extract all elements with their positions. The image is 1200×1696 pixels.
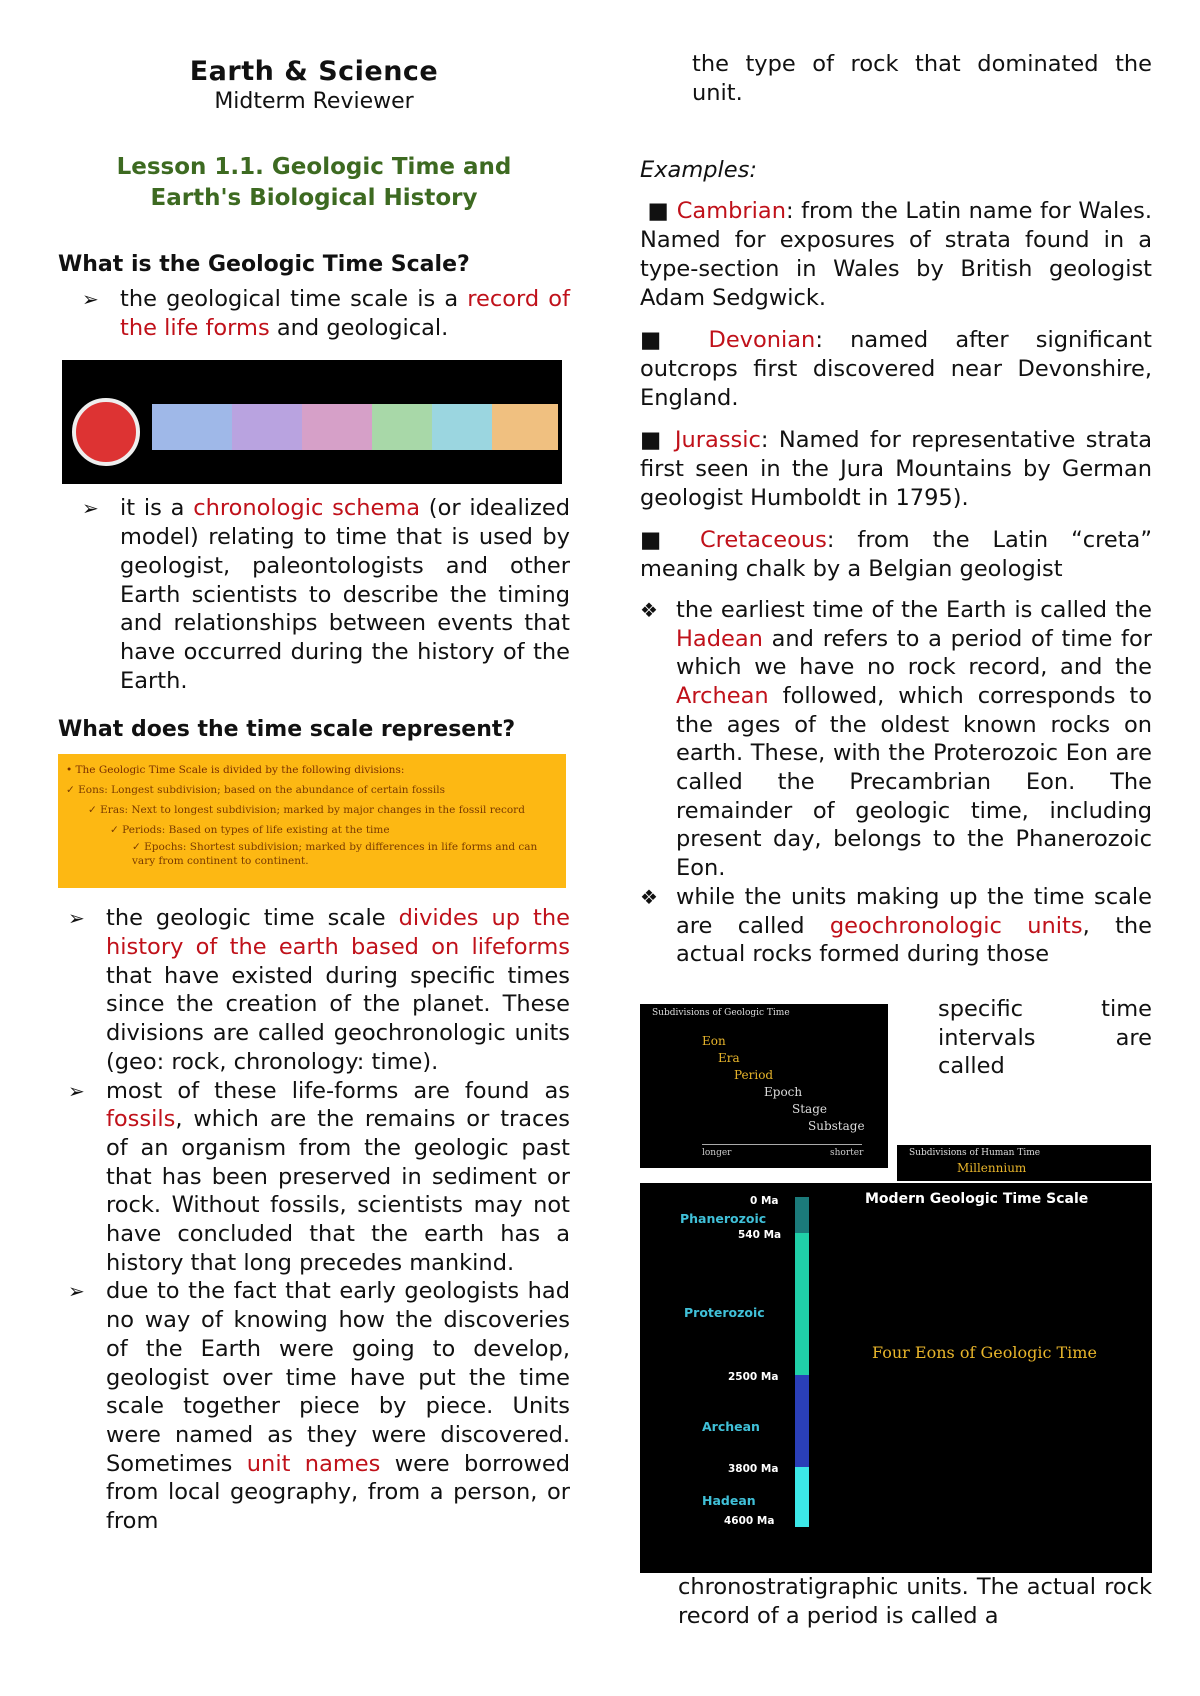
level-label: Eon — [702, 1034, 726, 1048]
bar-hadean — [795, 1467, 809, 1527]
timeline-band — [432, 404, 492, 450]
left-column — [58, 50, 570, 1536]
subdivisions-heading: Subdivisions of Geologic Time — [652, 1008, 790, 1018]
diamond-bullet-1: ❖ the earliest time of the Earth is called the Hadean and refers to a period of time for which we have no rock record, and the Archean followed, which corresponds to the ages of the oldest known rocks on earth. These, with the Proterozoic Eon are called the Precambrian Eon. The remainder of geologic time, including present day, belongs to the Phanerozoic Eon. — [640, 596, 1152, 882]
lesson-line-1: Lesson 1.1. Geologic Time and — [116, 154, 512, 180]
arrow-bullet-icon: ➢ — [68, 1078, 85, 1103]
subdivisions-image — [640, 1004, 888, 1168]
bullet-1: ➢ the geological time scale is a record of the life forms and geological. — [82, 286, 570, 341]
example-cretaceous: ■ Cretaceous: from the Latin “creta” meaning chalk by a Belgian geologist — [640, 527, 1152, 583]
axis-label-shorter: shorter — [830, 1148, 864, 1158]
timeline-band — [232, 404, 302, 450]
diamond-bullet-icon: ❖ — [640, 597, 658, 622]
timeline-image — [62, 360, 562, 484]
doc-title: Earth & Science — [189, 56, 439, 87]
lesson-line-2: Earth's Biological History — [150, 185, 478, 211]
bar-archean — [795, 1375, 809, 1467]
square-bullet-icon: ■ — [640, 427, 675, 454]
human-time-level: Millennium — [957, 1161, 1027, 1175]
axis-line — [702, 1144, 862, 1145]
eon-label: Hadean — [702, 1493, 756, 1508]
human-time-image — [897, 1145, 1151, 1181]
divisions-line: ✓ Eons: Longest subdivision; based on the abundance of certain fossils — [66, 784, 445, 797]
square-bullet-icon: ■ — [640, 198, 677, 225]
level-label: Stage — [792, 1102, 827, 1116]
side-text: specific time intervals are called — [938, 996, 1152, 1080]
axis-label-longer: longer — [702, 1148, 732, 1158]
modern-title: Modern Geologic Time Scale — [865, 1191, 1089, 1207]
example-cambrian: ■ Cambrian: from the Latin name for Wales. Named for exposures of strata found in a type-section in Wales by British geologist Adam Sedgwick. — [640, 198, 1152, 311]
divisions-line: ✓ Epochs: Shortest subdivision; marked by differences in life forms and can vary from continent to continent. — [132, 841, 538, 868]
doc-subtitle: Midterm Reviewer — [214, 89, 414, 114]
bullet-3: ➢ the geologic time scale divides up the history of the earth based on lifeforms that have existed during specific times since the creation of the planet. These divisions are called geochronologic units (geo: rock, chronology: time). — [68, 905, 570, 1075]
magnifier-image — [72, 398, 140, 466]
eon-label: Phanerozoic — [680, 1211, 767, 1226]
arrow-bullet-icon: ➢ — [68, 1279, 85, 1304]
arrow-bullet-icon: ➢ — [82, 287, 99, 311]
modern-time-scale-image — [640, 1183, 1152, 1573]
age-label: 2500 Ma — [728, 1371, 779, 1383]
divisions-line: ✓ Eras: Next to longest subdivision; marked by major changes in the fossil record — [88, 804, 525, 817]
age-label: 540 Ma — [738, 1229, 782, 1241]
after-image-text: chronostratigraphic units. The actual rock record of a period is called a — [678, 1574, 1152, 1629]
bullet-2: ➢ it is a chronologic schema (or idealized model) relating to time that is used by geologist, paleontologists and other Earth scientists to describe the timing and relationships between events that have occurred during the history of the Earth. — [82, 495, 570, 694]
level-label: Epoch — [764, 1085, 803, 1099]
question-heading-2: What does the time scale represent? — [58, 717, 516, 743]
square-bullet-icon: ■ — [640, 527, 700, 554]
level-label: Period — [734, 1068, 774, 1082]
arrow-bullet-icon: ➢ — [82, 496, 99, 521]
eon-label: Archean — [702, 1419, 760, 1434]
age-label: 3800 Ma — [728, 1463, 779, 1475]
human-time-heading: Subdivisions of Human Time — [909, 1148, 1041, 1158]
age-label: 4600 Ma — [724, 1515, 775, 1527]
modern-subtitle: Four Eons of Geologic Time — [872, 1343, 1097, 1362]
arrow-bullet-icon: ➢ — [68, 906, 85, 931]
example-devonian: ■ Devonian: named after significant outcrops first discovered near Devonshire, England. — [640, 327, 1152, 411]
bar-proterozoic — [795, 1233, 809, 1375]
timeline-band — [372, 404, 432, 450]
age-label: 0 Ma — [750, 1195, 779, 1207]
level-label: Substage — [808, 1119, 865, 1133]
right-column — [640, 50, 1152, 969]
question-heading-1: What is the Geologic Time Scale? — [58, 252, 470, 277]
timeline-band — [152, 404, 232, 450]
eon-label: Proterozoic — [684, 1305, 765, 1320]
bar-phanerozoic — [795, 1197, 809, 1233]
continued-text: the type of rock that dominated the unit. — [692, 51, 1152, 106]
diamond-bullet-icon: ❖ — [640, 884, 658, 909]
timeline-band — [302, 404, 372, 450]
bullet-5: ➢ due to the fact that early geologists had no way of knowing how the discoveries of the Earth were going to develop, geologist over time have put the time scale together piece by piece. Units were named as they were discovered. Sometimes unit names were borrowed from local geography, from a person, or from — [68, 1278, 570, 1535]
square-bullet-icon: ■ — [640, 327, 709, 354]
lesson-heading — [58, 152, 570, 214]
example-jurassic: ■ Jurassic: Named for representative strata first seen in the Jura Mountains by German geologist Humboldt in 1795). — [640, 427, 1152, 511]
diamond-bullet-2: ❖ while the units making up the time scale are called geochronologic units, the actual rocks formed during those — [640, 883, 1152, 968]
bullet-4: ➢ most of these life-forms are found as fossils, which are the remains or traces of an organism from the geologic past that has been preserved in sediment or rock. Without fossils, scientists may not have concluded that the earth has a history that long precedes mankind. — [68, 1077, 570, 1276]
examples-label: Examples: — [640, 157, 757, 184]
level-label: Era — [718, 1051, 740, 1065]
divisions-line: • The Geologic Time Scale is divided by the following divisions: — [66, 764, 405, 777]
divisions-image — [58, 754, 566, 888]
divisions-line: ✓ Periods: Based on types of life existing at the time — [110, 824, 390, 837]
timeline-band — [492, 404, 558, 450]
